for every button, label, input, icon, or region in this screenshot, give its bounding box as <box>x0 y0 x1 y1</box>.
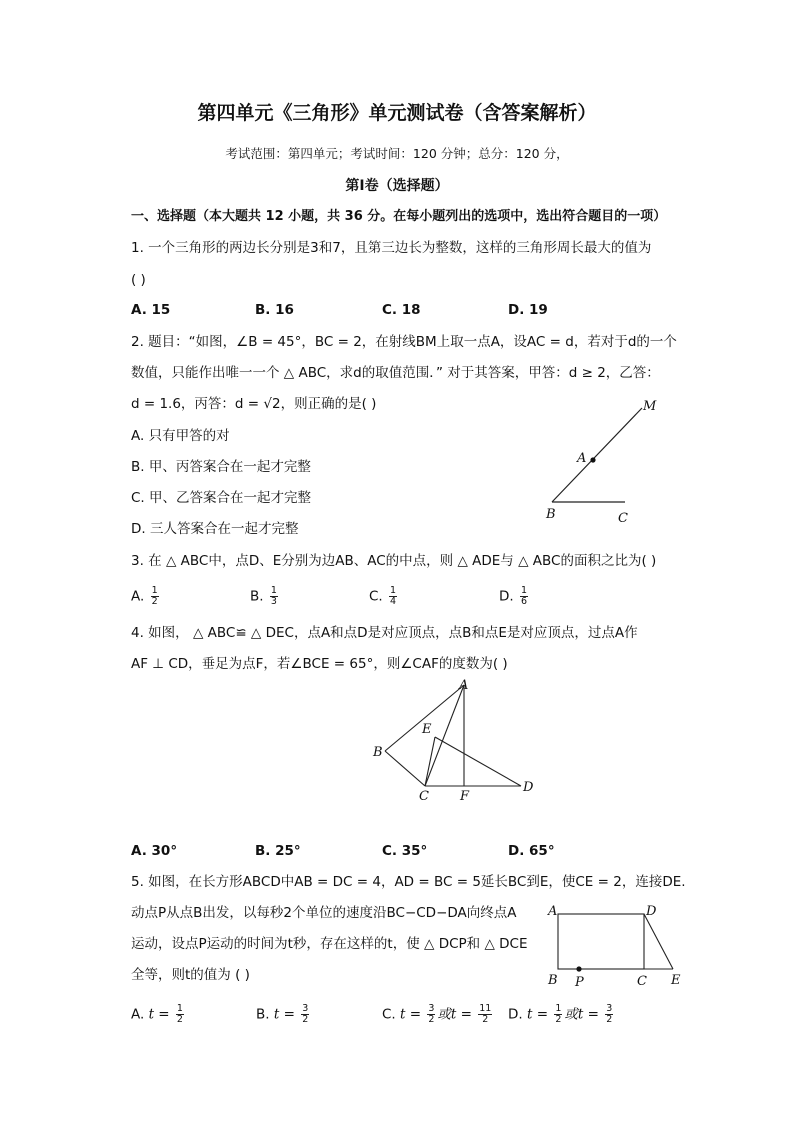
q5-stem-line3: 运动，设点P运动的时间为t秒，存在这样的t，使 △ DCP和 △ DCE <box>131 936 528 952</box>
q1-option-c: C. 18 <box>382 302 421 318</box>
q4-stem-line1: 4. 如图， △ ABC≌ △ DEC，点A和点D是对应顶点，点B和点E是对应顶点，过点A作 <box>131 625 638 641</box>
q4-label-e: E <box>422 722 432 737</box>
q5-option-d: D. t = $\frac{1}{2}$ 或t = $\frac{3}{2}$ <box>508 1003 613 1025</box>
q2-stem-line3: d = 1.6，丙答：d = √2，则正确的是( ) <box>131 396 377 412</box>
q2-point-a <box>590 457 595 462</box>
q1-stem-line2: ( ) <box>131 272 146 288</box>
q1-stem-line1: 1. 一个三角形的两边长分别是3和7，且第三边长为整数，这样的三角形周长最大的值为 <box>131 240 652 256</box>
exam-info: 考试范围：第四单元；考试时间：120 分钟；总分：120 分， <box>225 146 569 161</box>
q5-label-b: B <box>548 973 558 988</box>
q4-segment-bc <box>385 751 425 786</box>
q5-label-p: P <box>575 975 584 990</box>
q5-option-a: A. t = $\frac{1}{2}$ <box>131 1003 183 1025</box>
q3-stem: 3. 在 △ ABC中，点D、E分别为边AB、AC的中点，则 △ ADE与 △ ABC的面积之比为( ) <box>131 553 657 569</box>
q3-option-b: B. $\frac{1}{3}$ <box>250 585 277 607</box>
q2-label-c: C <box>618 511 628 526</box>
q1-option-a: A. 15 <box>131 302 171 318</box>
q5-rectangle-abcd <box>558 914 644 969</box>
q2-label-m: M <box>643 399 657 414</box>
q4-label-d: D <box>523 780 534 795</box>
q5-option-b: B. t = $\frac{3}{2}$ <box>256 1003 309 1025</box>
q4-label-c: C <box>419 789 429 804</box>
q5-stem-line1: 5. 如图，在长方形ABCD中AB = DC = 4，AD = BC = 5延长BC到E，使CE = 2，连接DE. <box>131 874 686 890</box>
q3-option-a: A. $\frac{1}{2}$ <box>131 585 158 607</box>
q4-option-a: A. 30° <box>131 843 178 859</box>
q2-stem-line1: 2. 题目：“如图，∠B = 45°，BC = 2，在射线BM上取一点A，设AC = d，若对于d的一个 <box>131 334 677 350</box>
section-title: 一、选择题（本大题共 12 小题，共 36 分。在每小题列出的选项中，选出符合题目的一项） <box>131 209 667 224</box>
volume-title: 第Ⅰ卷（选择题） <box>345 178 449 194</box>
q5-label-c: C <box>637 974 647 989</box>
q5-point-p <box>576 966 581 971</box>
q5-option-c: C. t = $\frac{3}{2}$ 或t = $\frac{11}{2}$ <box>382 1003 492 1025</box>
q1-option-b: B. 16 <box>255 302 294 318</box>
q1-option-d: D. 19 <box>508 302 548 318</box>
q5-label-d: D <box>646 904 657 919</box>
q4-label-b: B <box>373 745 383 760</box>
q2-option-d: D. 三人答案合在一起才完整 <box>131 521 299 537</box>
q4-segment-ab <box>385 685 464 751</box>
q2-label-b: B <box>546 507 556 522</box>
q2-stem-line2: 数值，只能作出唯一一个 △ ABC，求d的取值范围．” 对于其答案，甲答：d ≥ 2，乙答： <box>131 365 660 381</box>
q2-option-c: C. 甲、乙答案合在一起才完整 <box>131 490 312 506</box>
q5-stem-line2: 动点P从点B出发，以每秒2个单位的速度沿BC−CD−DA向终点A <box>131 905 517 921</box>
q4-figure <box>368 675 548 805</box>
q4-option-d: D. 65° <box>508 843 555 859</box>
q5-segment-de <box>644 914 673 969</box>
q2-figure <box>540 396 670 526</box>
q2-option-a: A. 只有甲答的对 <box>131 428 230 444</box>
q4-label-f: F <box>460 789 470 804</box>
q4-segment-ed <box>435 737 521 786</box>
q5-label-e: E <box>671 973 681 988</box>
q4-stem-line2: AF ⊥ CD，垂足为点F，若∠BCE = 65°，则∠CAF的度数为( ) <box>131 656 508 672</box>
page-title: 第四单元《三角形》单元测试卷（含答案解析） <box>197 102 597 124</box>
q4-label-a: A <box>459 678 469 693</box>
q3-option-c: C. $\frac{1}{4}$ <box>369 585 397 607</box>
q4-option-c: C. 35° <box>382 843 428 859</box>
q2-label-a: A <box>577 451 587 466</box>
q5-stem-line4: 全等，则t的值为 ( ) <box>131 967 250 983</box>
q4-segment-ec <box>425 737 435 786</box>
q3-option-d: D. $\frac{1}{6}$ <box>499 585 528 607</box>
q5-figure <box>540 900 690 990</box>
q2-option-b: B. 甲、丙答案合在一起才完整 <box>131 459 311 475</box>
q4-option-b: B. 25° <box>255 843 301 859</box>
q5-label-a: A <box>548 904 558 919</box>
q2-ray-bm <box>552 408 642 502</box>
